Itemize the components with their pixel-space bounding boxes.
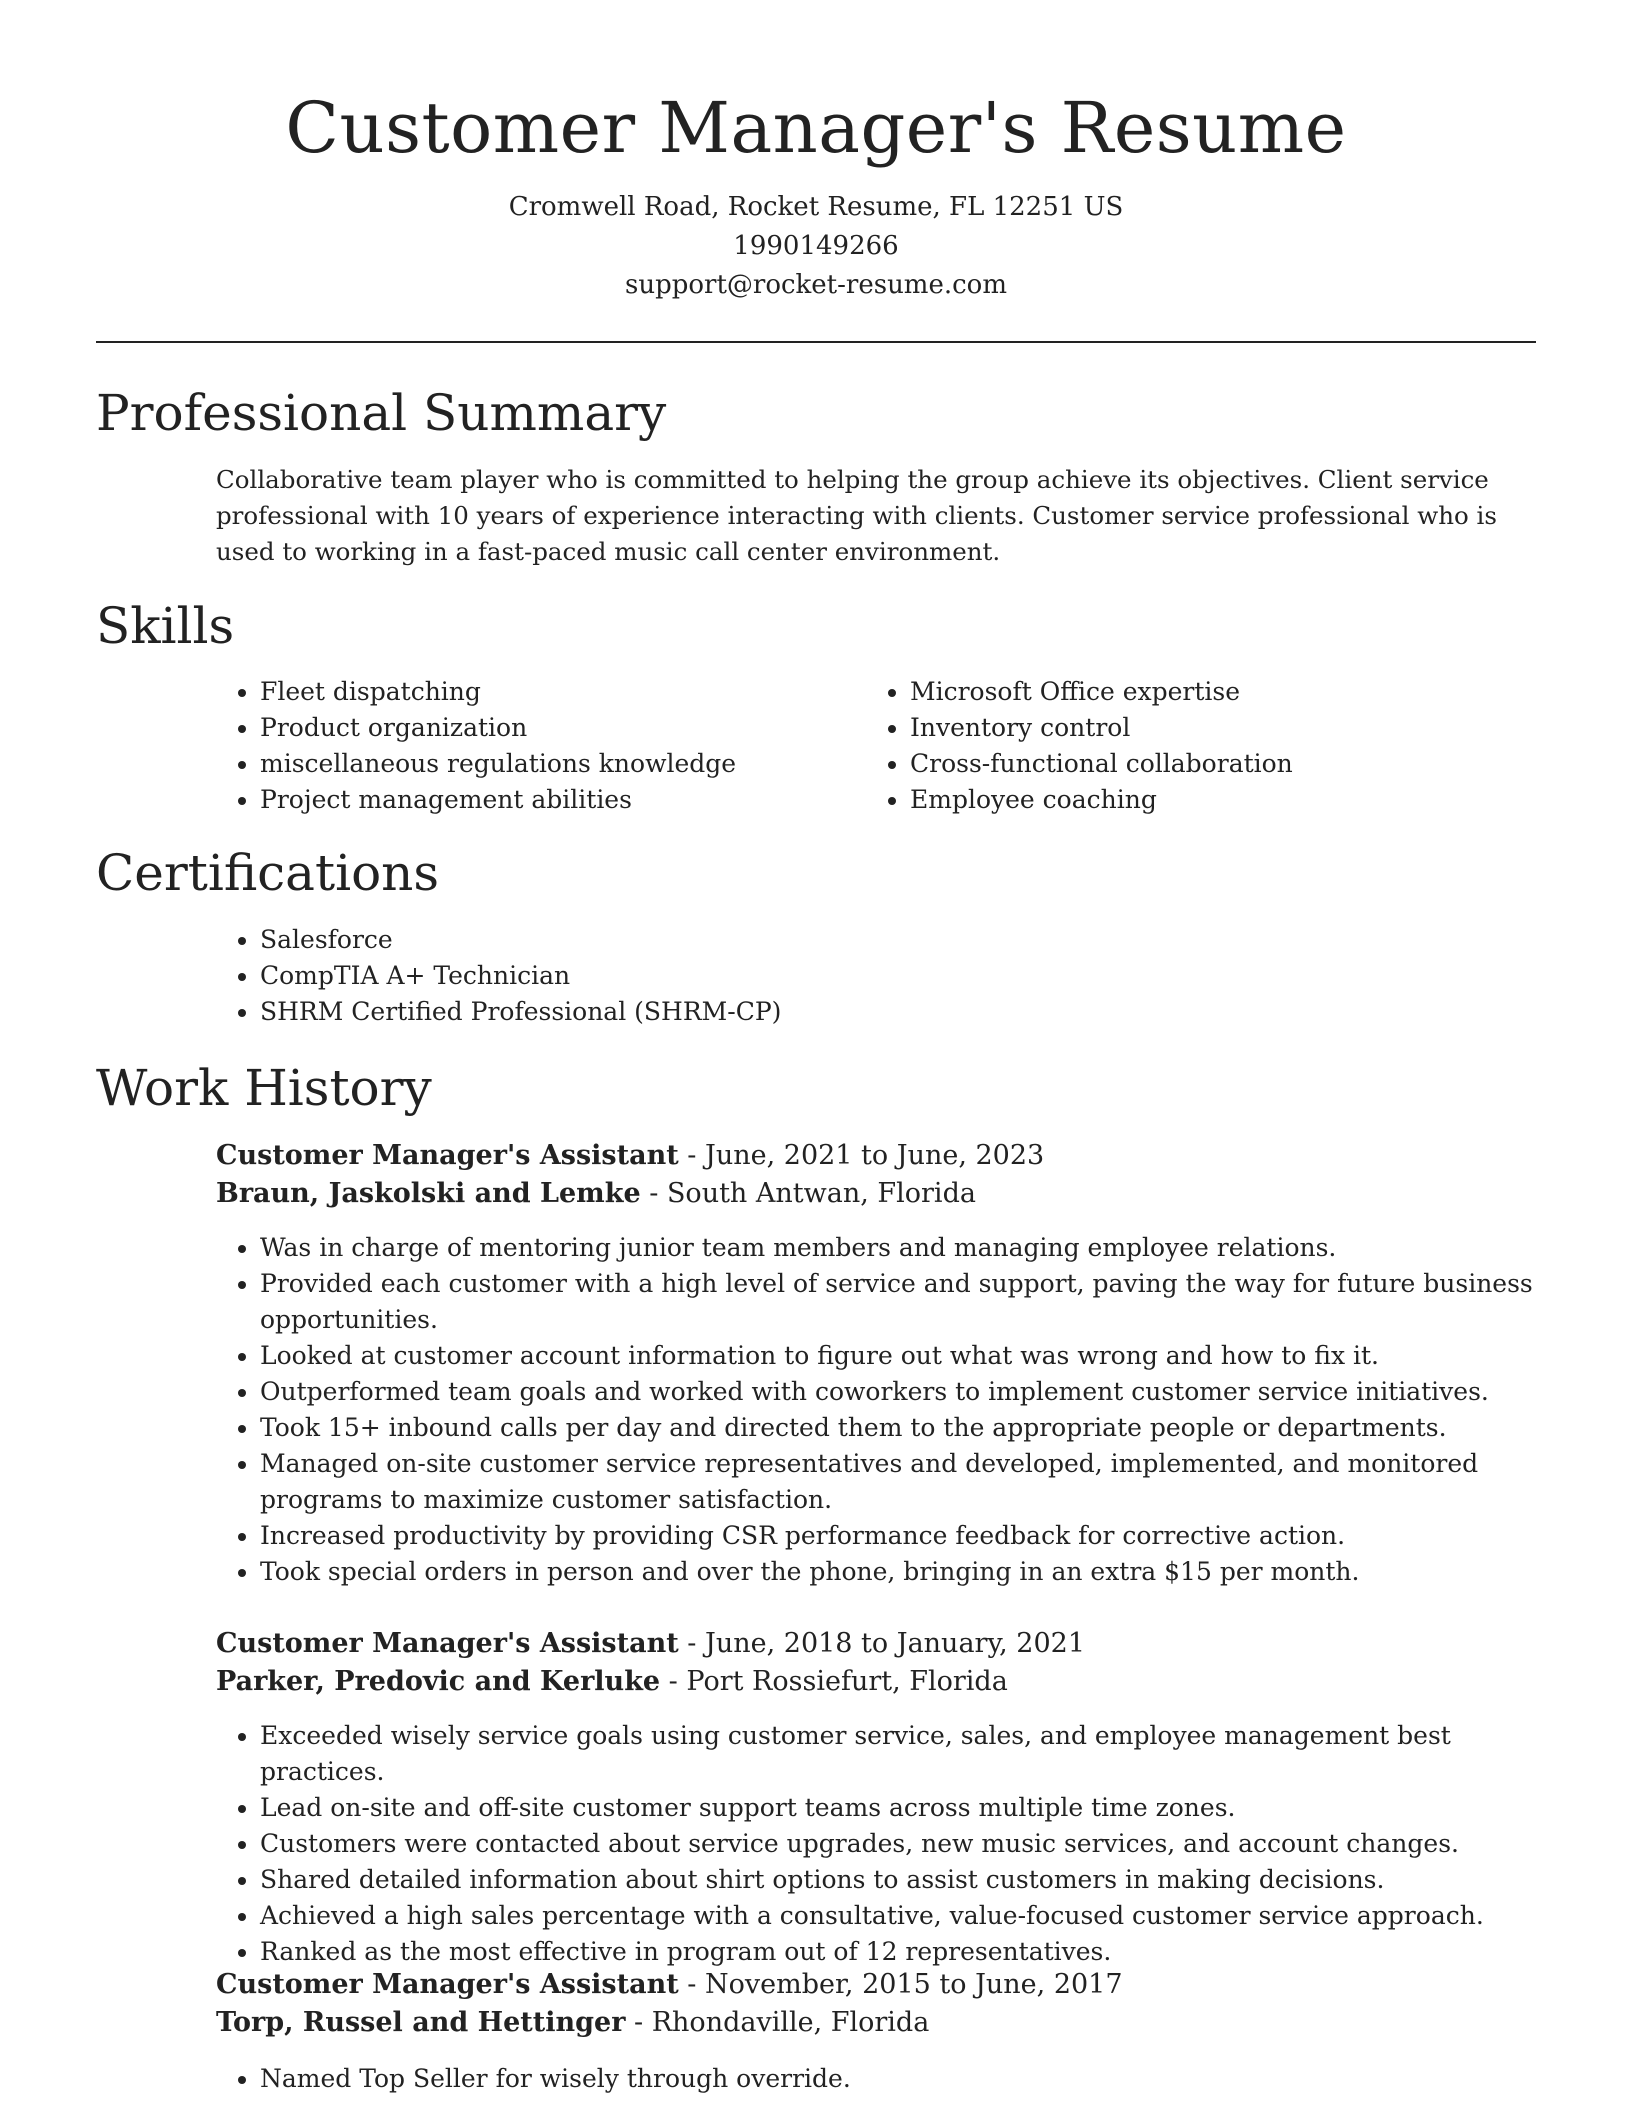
job-bullet: • Provided each customer with a high level of service and support, paving the way for future business opportunities. xyxy=(260,1266,1560,1338)
summary-text: Collaborative team player who is committed to helping the group achieve its objectives. Client service professional with 10 years of experience interacting with clients. Customer service professional who is used to working in a fast-paced music call center environment. xyxy=(216,465,1497,566)
skill-item: • Project management abilities xyxy=(260,782,860,818)
job-role: Customer Manager's Assistant xyxy=(216,1969,679,2000)
job-location: Rhondaville, Florida xyxy=(651,2007,930,2038)
job-company-line: Torp, Russel and Hettinger - Rhondaville, Florida xyxy=(216,2007,930,2038)
job-bullet: • Looked at customer account information to figure out what was wrong and how to fix it. xyxy=(260,1338,1560,1374)
skill-item: • Employee coaching xyxy=(910,782,1550,818)
certification-item: • CompTIA A+ Technician xyxy=(260,958,1460,994)
job-heading xyxy=(216,1625,1085,1701)
job-bullet: • Shared detailed information about shirt options to assist customers in making decisions. xyxy=(260,1862,1560,1898)
skills-list-right xyxy=(866,674,1550,818)
job-dates: November, 2015 to June, 2017 xyxy=(705,1969,1123,2000)
job-bullet: • Ranked as the most effective in program out of 12 representatives. xyxy=(260,1934,1560,1970)
job-company: Braun, Jaskolski and Lemke xyxy=(216,1178,641,1209)
job-dates: June, 2021 to June, 2023 xyxy=(705,1140,1045,1171)
job-bullet: • Named Top Seller for wisely through override. xyxy=(260,2061,1560,2097)
phone-line: 1990149266 xyxy=(733,231,899,261)
skill-item: • Inventory control xyxy=(910,710,1550,746)
section-title-work-history: Work History xyxy=(96,1059,432,1117)
job-role: Customer Manager's Assistant xyxy=(216,1628,679,1659)
job-bullet: • Achieved a high sales percentage with a consultative, value-focused customer service approach. xyxy=(260,1898,1560,1934)
job-bullets xyxy=(216,1718,1560,1970)
job-company: Torp, Russel and Hettinger xyxy=(216,2007,626,2038)
job-bullet: • Took special orders in person and over the phone, bringing in an extra $15 per month. xyxy=(260,1554,1560,1590)
skill-item: • miscellaneous regulations knowledge xyxy=(260,746,860,782)
job-bullet: • Was in charge of mentoring junior team members and managing employee relations. xyxy=(260,1230,1560,1266)
job-bullet: • Increased productivity by providing CSR performance feedback for corrective action. xyxy=(260,1518,1560,1554)
job-bullet: • Managed on-site customer service representatives and developed, implemented, and monitored programs to maximize customer satisfaction. xyxy=(260,1446,1560,1518)
email-line: support@rocket-resume.com xyxy=(624,270,1007,300)
job-heading xyxy=(216,1137,1044,1213)
job-bullet: • Took 15+ inbound calls per day and directed them to the appropriate people or departments. xyxy=(260,1410,1560,1446)
job-location: Port Rossiefurt, Florida xyxy=(686,1666,1008,1697)
address-line: Cromwell Road, Rocket Resume, FL 12251 US xyxy=(508,192,1124,222)
job-bullets xyxy=(216,2061,1560,2097)
skill-item: • Product organization xyxy=(260,710,860,746)
job-company-line: Braun, Jaskolski and Lemke - South Antwan, Florida xyxy=(216,1178,976,1209)
job-bullet: • Exceeded wisely service goals using customer service, sales, and employee management best practices. xyxy=(260,1718,1560,1790)
job-bullet: • Outperformed team goals and worked with coworkers to implement customer service initiatives. xyxy=(260,1374,1560,1410)
skills-list-left xyxy=(216,674,860,818)
resume-title: Customer Manager's Resume xyxy=(285,87,1347,169)
header-divider xyxy=(96,341,1536,343)
certifications-list xyxy=(216,922,1460,1030)
certification-item: • Salesforce xyxy=(260,922,1460,958)
certification-item: • SHRM Certified Professional (SHRM-CP) xyxy=(260,994,1460,1030)
job-company-line: Parker, Predovic and Kerluke - Port Rossiefurt, Florida xyxy=(216,1666,1008,1697)
job-bullet: • Customers were contacted about service upgrades, new music services, and account changes. xyxy=(260,1826,1560,1862)
job-role: Customer Manager's Assistant xyxy=(216,1140,679,1171)
job-bullets xyxy=(216,1230,1560,1590)
resume-header xyxy=(0,80,1632,305)
job-bullet: • Lead on-site and off-site customer support teams across multiple time zones. xyxy=(260,1790,1560,1826)
skill-item: • Fleet dispatching xyxy=(260,674,860,710)
section-title-summary: Professional Summary xyxy=(96,384,667,442)
skill-item: • Microsoft Office expertise xyxy=(910,674,1550,710)
job-title-line: Customer Manager's Assistant - June, 2018 to January, 2021 xyxy=(216,1628,1085,1659)
section-title-certifications: Certifications xyxy=(96,844,440,902)
job-title-line: Customer Manager's Assistant - June, 2021 to June, 2023 xyxy=(216,1140,1045,1171)
section-title-skills: Skills xyxy=(96,597,235,655)
contact-block xyxy=(0,188,1632,305)
skill-item: • Cross-functional collaboration xyxy=(910,746,1550,782)
job-dates: June, 2018 to January, 2021 xyxy=(705,1628,1085,1659)
job-heading xyxy=(216,1966,1123,2042)
job-title-line: Customer Manager's Assistant - November, 2015 to June, 2017 xyxy=(216,1969,1123,2000)
job-company: Parker, Predovic and Kerluke xyxy=(216,1666,661,1697)
job-location: South Antwan, Florida xyxy=(666,1178,976,1209)
